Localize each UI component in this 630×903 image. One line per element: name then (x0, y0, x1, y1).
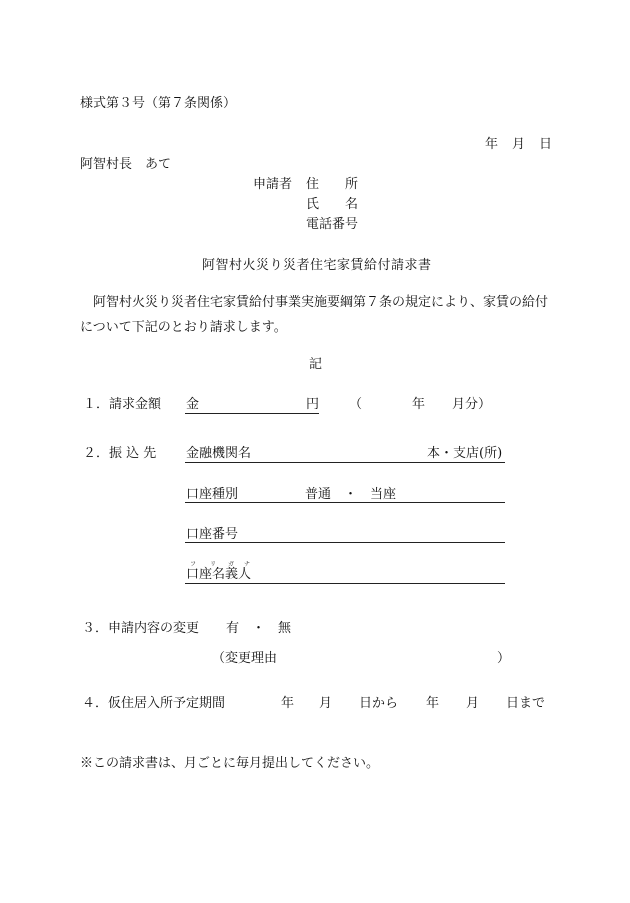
footer-note: ※この請求書は、月ごとに毎月提出してください。 (80, 756, 380, 771)
period-year2: 年 (426, 696, 440, 711)
furigana-ga: ガ (228, 561, 235, 568)
date-day-label: 日 (539, 137, 553, 152)
item1-label: １．請求金額 (83, 397, 162, 412)
branch-label: 本・支店(所) (427, 446, 503, 461)
period-year1: 年 (281, 696, 295, 711)
amount-kin-label: 金 (186, 397, 200, 412)
item2-label: ２．振 込 先 (83, 446, 157, 461)
amount-year-label: 年 (412, 397, 426, 412)
bank-name-label: 金融機関名 (186, 446, 252, 461)
account-type-underline (185, 502, 505, 503)
amount-month-label: 月分） (452, 397, 492, 412)
account-holder-underline[interactable] (185, 583, 505, 584)
bank-underline[interactable] (185, 462, 505, 463)
amount-paren-open: （ (349, 397, 363, 412)
furigana-fu: フ (190, 561, 197, 568)
item4-label: ４．仮住居入所予定期間 (82, 696, 226, 711)
form-number: 様式第３号（第７条関係） (80, 96, 237, 111)
change-reason-open: （変更理由 (212, 651, 278, 666)
date-month-label: 月 (512, 137, 526, 152)
change-reason-close: ） (497, 651, 511, 666)
applicant-name-label: 氏 名 (306, 197, 359, 212)
body-paragraph: 阿智村火災り災者住宅家賃給付事業実施要綱第７条の規定により、家賃の給付について下記のとおり請求します。 (80, 295, 549, 335)
applicant-address-label: 住 所 (306, 177, 359, 192)
period-day-from: 日から (359, 696, 399, 711)
document-title: 阿智村火災り災者住宅家賃給付請求書 (202, 258, 432, 273)
period-month1: 月 (319, 696, 333, 711)
ki-heading: 記 (309, 357, 323, 372)
amount-yen-label: 円 (306, 397, 320, 412)
furigana-na: ナ (244, 561, 251, 568)
period-month2: 月 (466, 696, 480, 711)
change-options[interactable]: 有 ・ 無 (226, 621, 292, 636)
account-number-label: 口座番号 (186, 527, 239, 542)
account-type-options[interactable]: 普通 ・ 当座 (305, 487, 397, 502)
amount-underline[interactable] (185, 413, 319, 414)
period-day-to: 日まで (506, 696, 546, 711)
applicant-phone-label: 電話番号 (306, 217, 359, 232)
furigana-ri: リ (210, 561, 217, 568)
account-number-underline[interactable] (185, 542, 505, 543)
date-year-label: 年 (485, 137, 499, 152)
item3-label: ３．申請内容の変更 (82, 621, 200, 636)
addressee: 阿智村長 あて (80, 157, 172, 172)
account-holder-label: 口座名義人 (186, 567, 252, 582)
account-type-label: 口座種別 (186, 487, 239, 502)
applicant-label: 申請者 (253, 177, 293, 192)
